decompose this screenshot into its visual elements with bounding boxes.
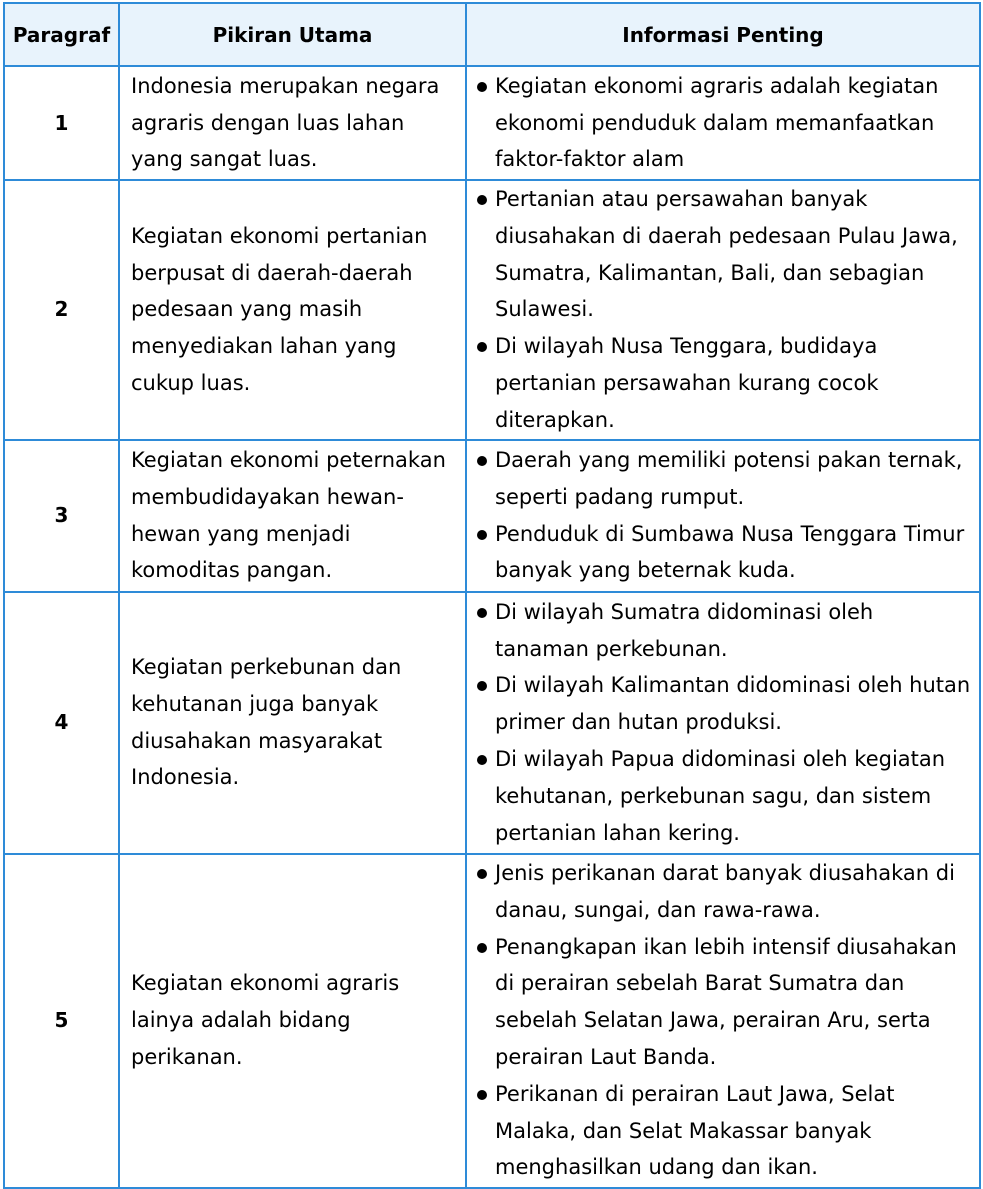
informasi-cell [466,592,980,854]
list-item-text: Di wilayah Papua didominasi oleh kegiatan kehutanan, perkebunan sagu, dan sistem pertanian lahan kering. [495,746,946,845]
header-row [4,3,980,66]
pikiran-utama-cell: Kegiatan perkebunan dan kehutanan juga banyak diusahakan masyarakat Indonesia. [119,592,466,854]
bullet-icon [477,755,487,765]
list-item-text: Di wilayah Nusa Tenggara, budidaya pertanian persawahan kurang cocok diterapkan. [495,334,879,432]
informasi-list [473,442,971,589]
paragraf-number: 5 [4,854,119,1188]
table-row [4,592,980,854]
informasi-list [473,594,971,852]
list-item-text: Kegiatan ekonomi agraris adalah kegiatan ekonomi penduduk dalam memanfaatkan faktor-faktor alam [495,73,939,172]
list-item-text: Pertanian atau persawahan banyak diusahakan di daerah pedesaan Pulau Jawa, Sumatra, Kalimantan, Bali, dan sebagian Sulawesi. [495,187,958,322]
list-item [473,594,971,668]
list-item-text: Penduduk di Sumbawa Nusa Tenggara Timur banyak yang beternak kuda. [495,521,965,583]
informasi-cell [466,180,980,440]
list-item [473,855,971,929]
pikiran-utama-cell: Kegiatan ekonomi pertanian berpusat di daerah-daerah pedesaan yang masih menyediakan lahan yang cukup luas. [119,180,466,440]
bullet-icon [477,82,487,92]
table-row [4,440,980,592]
informasi-list [473,855,971,1186]
header-pikiran-utama: Pikiran Utama [119,3,466,66]
list-item [473,667,971,741]
summary-table [3,2,981,1189]
informasi-cell [466,440,980,592]
paragraf-number: 4 [4,592,119,854]
header-informasi-penting: Informasi Penting [466,3,980,66]
pikiran-utama-cell: Indonesia merupakan negara agraris dengan luas lahan yang sangat luas. [119,66,466,180]
paragraf-number: 2 [4,180,119,440]
table-frame [3,2,979,1186]
informasi-cell [466,854,980,1188]
table-row [4,180,980,440]
list-item [473,516,971,590]
bullet-icon [477,456,487,466]
list-item [473,741,971,851]
list-item [473,181,971,328]
bullet-icon [477,1090,487,1100]
informasi-list [473,68,971,178]
list-item [473,68,971,178]
bullet-icon [477,195,487,205]
list-item-text: Daerah yang memiliki potensi pakan ternak, seperti padang rumput. [495,447,963,509]
list-item-text: Di wilayah Sumatra didominasi oleh tanaman perkebunan. [495,599,874,661]
pikiran-utama-cell: Kegiatan ekonomi peternakan membudidayakan hewan-hewan yang menjadi komoditas pangan. [119,440,466,592]
list-item-text: Di wilayah Kalimantan didominasi oleh hutan primer dan hutan produksi. [495,673,971,735]
list-item [473,929,971,1076]
list-item [473,328,971,438]
list-item-text: Penangkapan ikan lebih intensif diusahakan di perairan sebelah Barat Sumatra dan sebelah Selatan Jawa, perairan Aru, serta perairan Laut Banda. [495,934,957,1069]
bullet-icon [477,943,487,953]
paragraf-number: 3 [4,440,119,592]
bullet-icon [477,869,487,879]
list-item-text: Jenis perikanan darat banyak diusahakan di danau, sungai, dan rawa-rawa. [495,860,955,922]
table-row [4,66,980,180]
list-item [473,442,971,516]
bullet-icon [477,608,487,618]
informasi-list [473,181,971,439]
bullet-icon [477,342,487,352]
paragraf-number: 1 [4,66,119,180]
list-item [473,1076,971,1186]
header-paragraf: Paragraf [4,3,119,66]
pikiran-utama-cell: Kegiatan ekonomi agraris lainya adalah bidang perikanan. [119,854,466,1188]
bullet-icon [477,530,487,540]
list-item-text: Perikanan di perairan Laut Jawa, Selat Malaka, dan Selat Makassar banyak menghasilkan udang dan ikan. [495,1081,895,1180]
bullet-icon [477,681,487,691]
informasi-cell [466,66,980,180]
table-row [4,854,980,1188]
